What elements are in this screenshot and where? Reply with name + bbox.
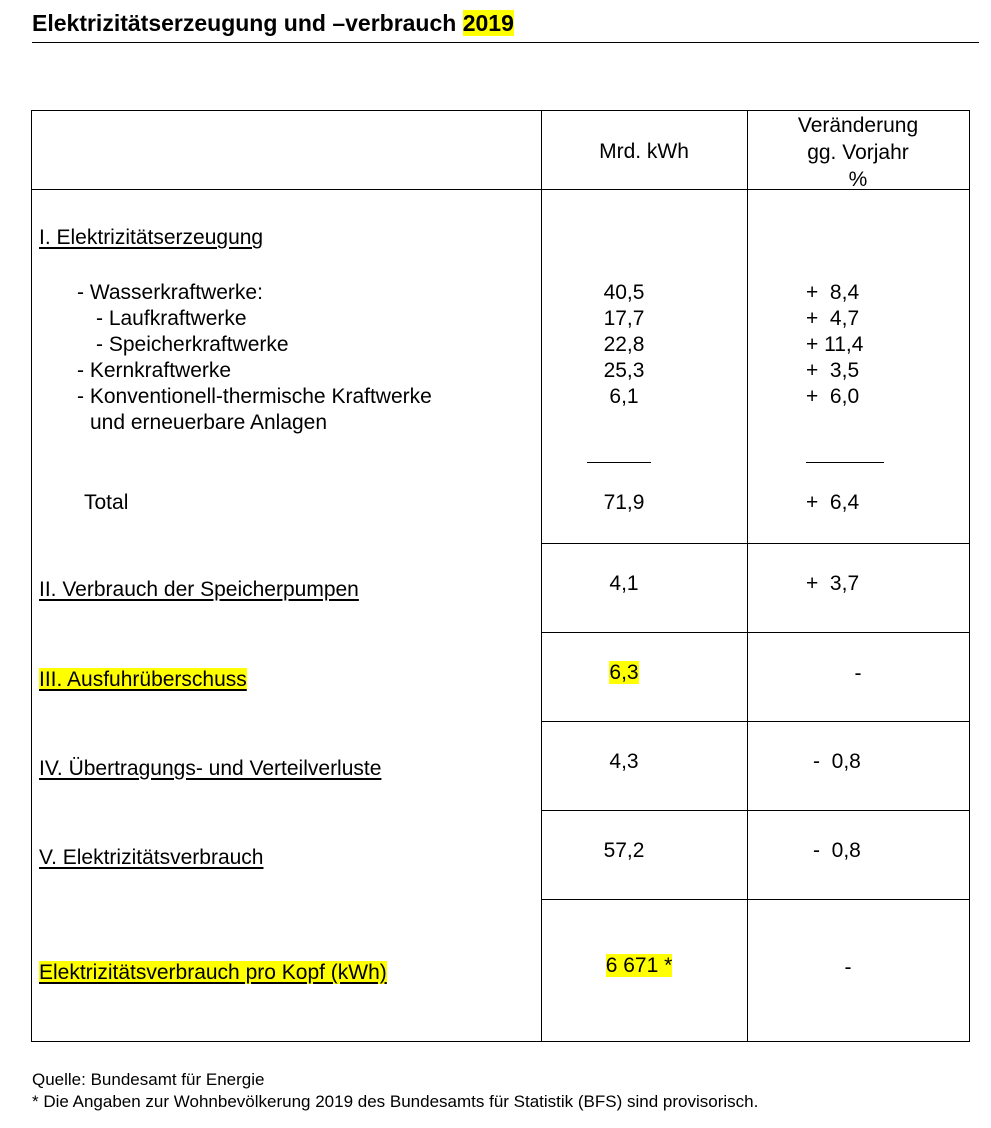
row-value: 6,1	[609, 385, 639, 408]
row-value: 17,7	[603, 307, 645, 330]
title-year: 2019	[462, 10, 514, 36]
row-label: - Konventionell-thermische Kraftwerke	[77, 385, 432, 408]
row-label: - Speicherkraftwerke	[96, 333, 289, 356]
highlighted-value: 6,3	[609, 661, 639, 684]
header-change-line3: %	[848, 168, 868, 191]
section-heading-losses: IV. Übertragungs- und Verteilverluste	[39, 757, 382, 780]
section-change: -	[844, 956, 852, 979]
footnote: * Die Angaben zur Wohnbevölkerung 2019 des Bundesamts für Statistik (BFS) sind provisorisch.	[32, 1092, 759, 1111]
highlighted-heading: III. Ausfuhrüberschuss	[39, 668, 247, 691]
section-value: 57,2	[603, 839, 645, 862]
section-heading-export	[39, 667, 247, 693]
header-change-line2: gg. Vorjahr	[807, 141, 909, 164]
section-value: 4,3	[609, 750, 639, 773]
total-label: Total	[84, 491, 129, 514]
section-value	[536, 953, 742, 979]
row-change: + 8,4	[806, 281, 860, 304]
section-change: + 3,7	[806, 572, 860, 595]
section-heading-generation: I. Elektrizitätserzeugung	[39, 226, 264, 249]
table-border-top	[31, 110, 970, 111]
row-change: + 4,7	[806, 307, 860, 330]
section-change: - 0,8	[813, 750, 861, 773]
highlighted-heading: Elektrizitätsverbrauch pro Kopf (kWh)	[39, 961, 387, 984]
row-value: 40,5	[603, 281, 645, 304]
row-divider	[541, 632, 970, 633]
source-note: Quelle: Bundesamt für Energie	[32, 1070, 265, 1089]
row-change: + 6,0	[806, 385, 860, 408]
row-divider	[541, 543, 970, 544]
total-value: 71,9	[603, 491, 645, 514]
table-border-right	[969, 110, 970, 1041]
row-divider	[541, 899, 970, 900]
section-value	[521, 660, 727, 686]
row-divider	[541, 810, 970, 811]
row-label: - Wasserkraftwerke:	[77, 281, 263, 304]
section-heading-consumption: V. Elektrizitätsverbrauch	[39, 846, 264, 869]
sum-rule	[587, 462, 651, 463]
row-value: 25,3	[603, 359, 645, 382]
table-border-left	[31, 110, 32, 1041]
row-change: + 3,5	[806, 359, 860, 382]
total-change: + 6,4	[806, 491, 860, 514]
section-value: 4,1	[609, 572, 639, 595]
section-heading-per-capita	[39, 960, 387, 986]
header-change-line1: Veränderung	[797, 114, 919, 137]
row-label: - Kernkraftwerke	[77, 359, 232, 382]
title-divider	[32, 42, 979, 43]
sum-rule	[806, 462, 884, 463]
row-divider	[541, 721, 970, 722]
column-divider	[747, 110, 748, 1041]
row-change: + 11,4	[806, 333, 864, 356]
row-label: - Laufkraftwerke	[96, 307, 247, 330]
title-text: Elektrizitätserzeugung und –verbrauch	[32, 10, 457, 36]
page-title	[32, 10, 514, 37]
header-change	[747, 112, 969, 193]
highlighted-value: 6 671 *	[605, 954, 673, 977]
header-unit: Mrd. kWh	[599, 140, 689, 163]
row-value: 22,8	[603, 333, 645, 356]
section-change: - 0,8	[813, 839, 861, 862]
row-label-continued: und erneuerbare Anlagen	[90, 411, 328, 434]
section-heading-pumps: II. Verbrauch der Speicherpumpen	[39, 578, 359, 601]
section-change: -	[854, 662, 862, 685]
table-border-bottom	[31, 1041, 970, 1042]
